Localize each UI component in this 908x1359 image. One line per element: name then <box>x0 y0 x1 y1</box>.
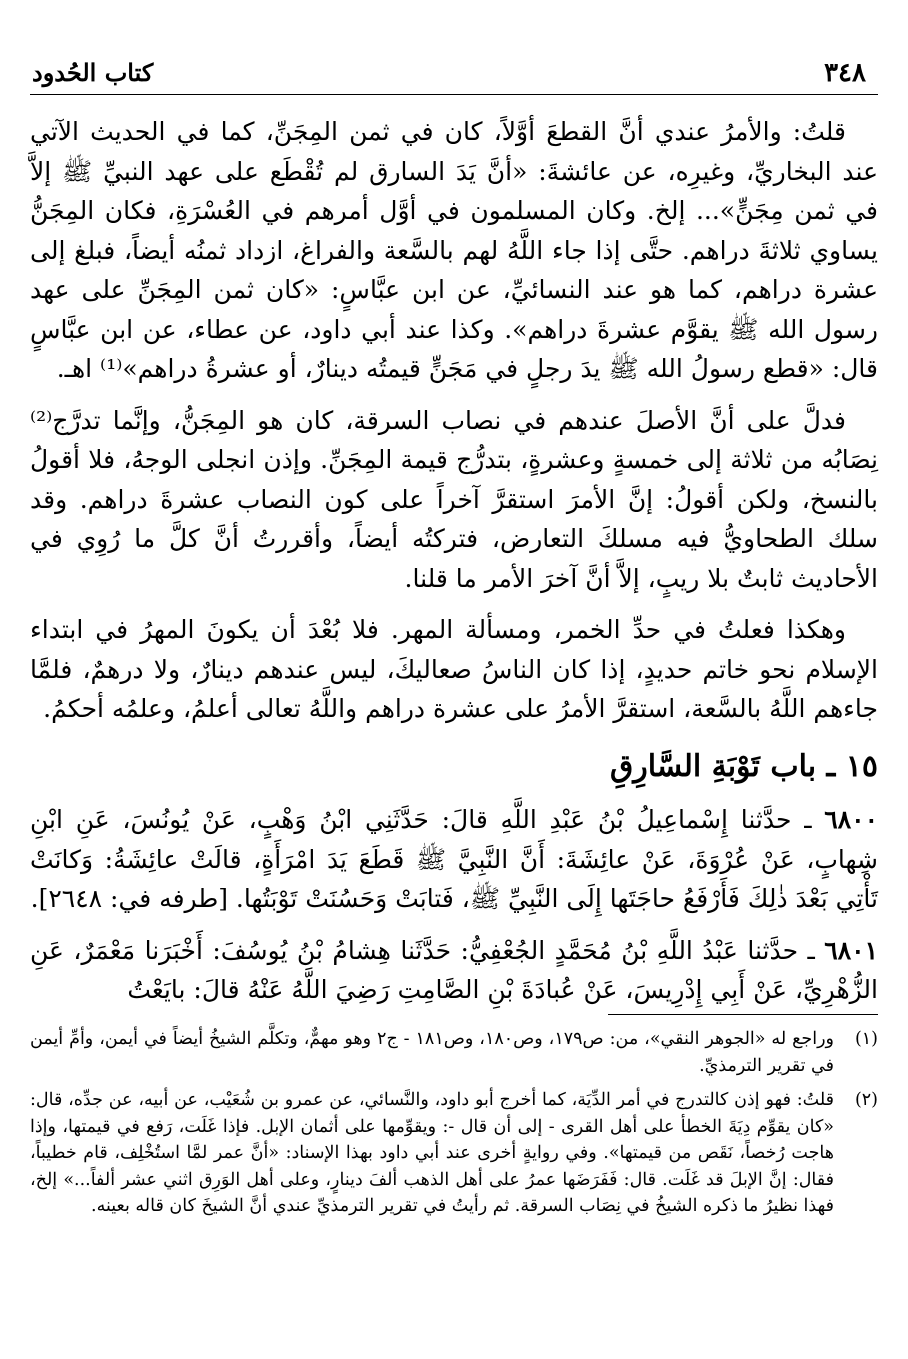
hadith-text: ـ حدَّثنا عَبْدُ اللَّهِ بْنُ مُحَمَّدٍ الجُعْفِيُّ: حَدَّثَنا هِشامُ بْنُ يُوسُفَ: أَخْبَرَنا مَعْمَرٌ، عَنِ الزُّهْرِيِّ، عَنْ أَبِي إِدْرِيسَ، عَنْ عُبادَةَ بْنِ الصَّامِتِ رَضِيَ اللَّهُ عَنْهُ قالَ: بايَعْتُ <box>30 935 878 1004</box>
commentary-paragraph: فدلَّ على أنَّ الأصلَ عندهم في نصاب السرقة، كان هو المِجَنُّ، وإنَّما تدرَّج⁽²⁾ نِصَابُه من ثلاثة إلى خمسةٍ وعشرةٍ، بتدرُّج قيمة المِجَنِّ. وإذن انجلى الوجهُ، فلا أقولُ بالنسخ، ولكن أقولُ: إنَّ الأمرَ استقرَّ آخراً على كون النصاب عشرةَ دراهم. وقد سلك الطحاويُّ فيه مسلكَ التعارض، فتركتُه أيضاً، وأقررتُ أنَّ كلَّ ما رُوِي في الأحاديث ثابتٌ بلا ريبٍ، إلاَّ أنَّ آخرَ الأمر ما قلنا. <box>30 405 878 593</box>
chapter-heading: ١٥ ـ باب تَوْبَةِ السَّارِقِ <box>610 748 878 784</box>
footnote-divider <box>608 1014 878 1015</box>
footnotes <box>30 1026 878 1228</box>
footnote <box>30 1087 878 1220</box>
book-page <box>30 0 878 1359</box>
main-text <box>30 112 878 1022</box>
page-number: ٣٤٨ <box>824 58 866 88</box>
hadith-entry <box>30 800 878 919</box>
commentary-paragraph: وهكذا فعلتُ في حدِّ الخمر، ومسألة المهر. فلا بُعْدَ أن يكونَ المهرُ في ابتداء الإسلام نحو خاتم حديدٍ، إذا كان الناسُ صعاليكَ، ليس عندهم دينارٌ، ولا درهمٌ، فلمَّا جاءهم اللَّهُ بالسَّعة، استقرَّ الأمرُ على عشرة دراهم واللَّهُ تعالى أعلمُ، وعلمُه أحكمُ. <box>30 615 878 723</box>
page-header <box>30 58 878 95</box>
hadith-entry <box>30 931 878 1010</box>
running-title: كتاب الحُدود <box>32 58 154 87</box>
footnote-text: وراجع له «الجوهر النقي»، من: ص١٧٩، وص١٨٠، وص١٨١ - ج٢ وهو مهمٌّ، وتكلَّم الشيخُ أيضاً في أيمن، وأمِّ أيمن في تقرير الترمذيِّ. <box>30 1029 834 1076</box>
hadith-number: ٦٨٠١ <box>824 935 878 965</box>
footnote-marker: (١) <box>854 1029 878 1049</box>
footnote-text: قلتُ: فهو إذن كالتدرج في أمر الدِّيَة، كما أخرج أبو داود، والنَّسائي، عن عمرو بن شُعَيْب، عن أبيه، عن جدِّه، قال: «كان يقوِّم دِيَةَ الخطأ على أهل القرى - إلى أن قال -: ويقوِّمها على أثمان الإبل. فإذا غَلَت، رَفع في قيمتها، وإذا هاجت رُخصاً، نَقَص من قيمتها». وفي روايةٍ أخرى عند أبي داود بهذا الإسناد: «أنَّ عمر لمَّا استُخْلِف، قام خطيباً، فقال: إنَّ الإبلَ قد غَلَت. قال: فَفَرَضَها عمرُ على أهل الذهب ألفَ دينارٍ، وعلى أهل الوَرِق اثني عشر ألفاً...» إلخ، فهذا نظيرُ ما ذكره الشيخُ في نِصَاب السرقة. ثم رأيتُ في تقرير الترمذيِّ عندي أنَّ الشيخَ كان قاله بعينه. <box>30 1090 834 1216</box>
hadith-number: ٦٨٠٠ <box>824 805 878 834</box>
commentary-paragraph: قلتُ: والأمرُ عندي أنَّ القطعَ أوَّلاً، كان في ثمن المِجَنِّ، كما في الحديث الآتي عند البخاريِّ، وغيرِه، عن عائشةَ: «أنَّ يَدَ السارق لم تُقْطَع على عهد النبيِّ ﷺ إلاَّ في ثمن مِجَنٍّ»... إلخ. وكان المسلمون في أوَّل أمرهم في العُسْرَةِ، فكان المِجَنُّ يساوي ثلاثةَ دراهم. حتَّى إذا جاء اللَّهُ لهم بالسَّعة والفراغ، ازداد ثمنُه أيضاً، فبلغ إلى عشرة دراهم، كما هو عند النسائيِّ، عن ابن عبَّاسٍ: «كان ثمن المِجَنِّ على عهد رسول الله ﷺ يقوَّم عشرةَ دراهم». وكذا عند أبي داود، عن عطاء، عن ابن عبَّاسٍ قال: «قطع رسولُ الله ﷺ يدَ رجلٍ في مَجَنٍّ قيمتُه دينارٌ، أو عشرةُ دراهم»⁽¹⁾ اهـ. <box>30 117 878 383</box>
footnote <box>30 1026 878 1079</box>
hadith-text: ـ حدَّثنا إِسْماعِيلُ بْنُ عَبْدِ اللَّهِ قالَ: حَدَّثَنِي ابْنُ وَهْبٍ، عَنْ يُونُسَ، عَنِ ابْنِ شِهابٍ، عَنْ عُرْوَةَ، عَنْ عائِشَةَ: أَنَّ النَّبِيَّ ﷺ قَطَعَ يَدَ امْرَأَةٍ، قالَتْ عائِشَةُ: وَكانَتْ تَأْتِي بَعْدَ ذٰلِكَ فَأَرْفَعُ حاجَتَها إِلَى النَّبِيِّ ﷺ، فَتابَتْ وَحَسُنَتْ تَوْبَتُها. [طرفه في: ٢٦٤٨]. <box>30 805 878 913</box>
footnote-marker: (٢) <box>854 1090 878 1110</box>
